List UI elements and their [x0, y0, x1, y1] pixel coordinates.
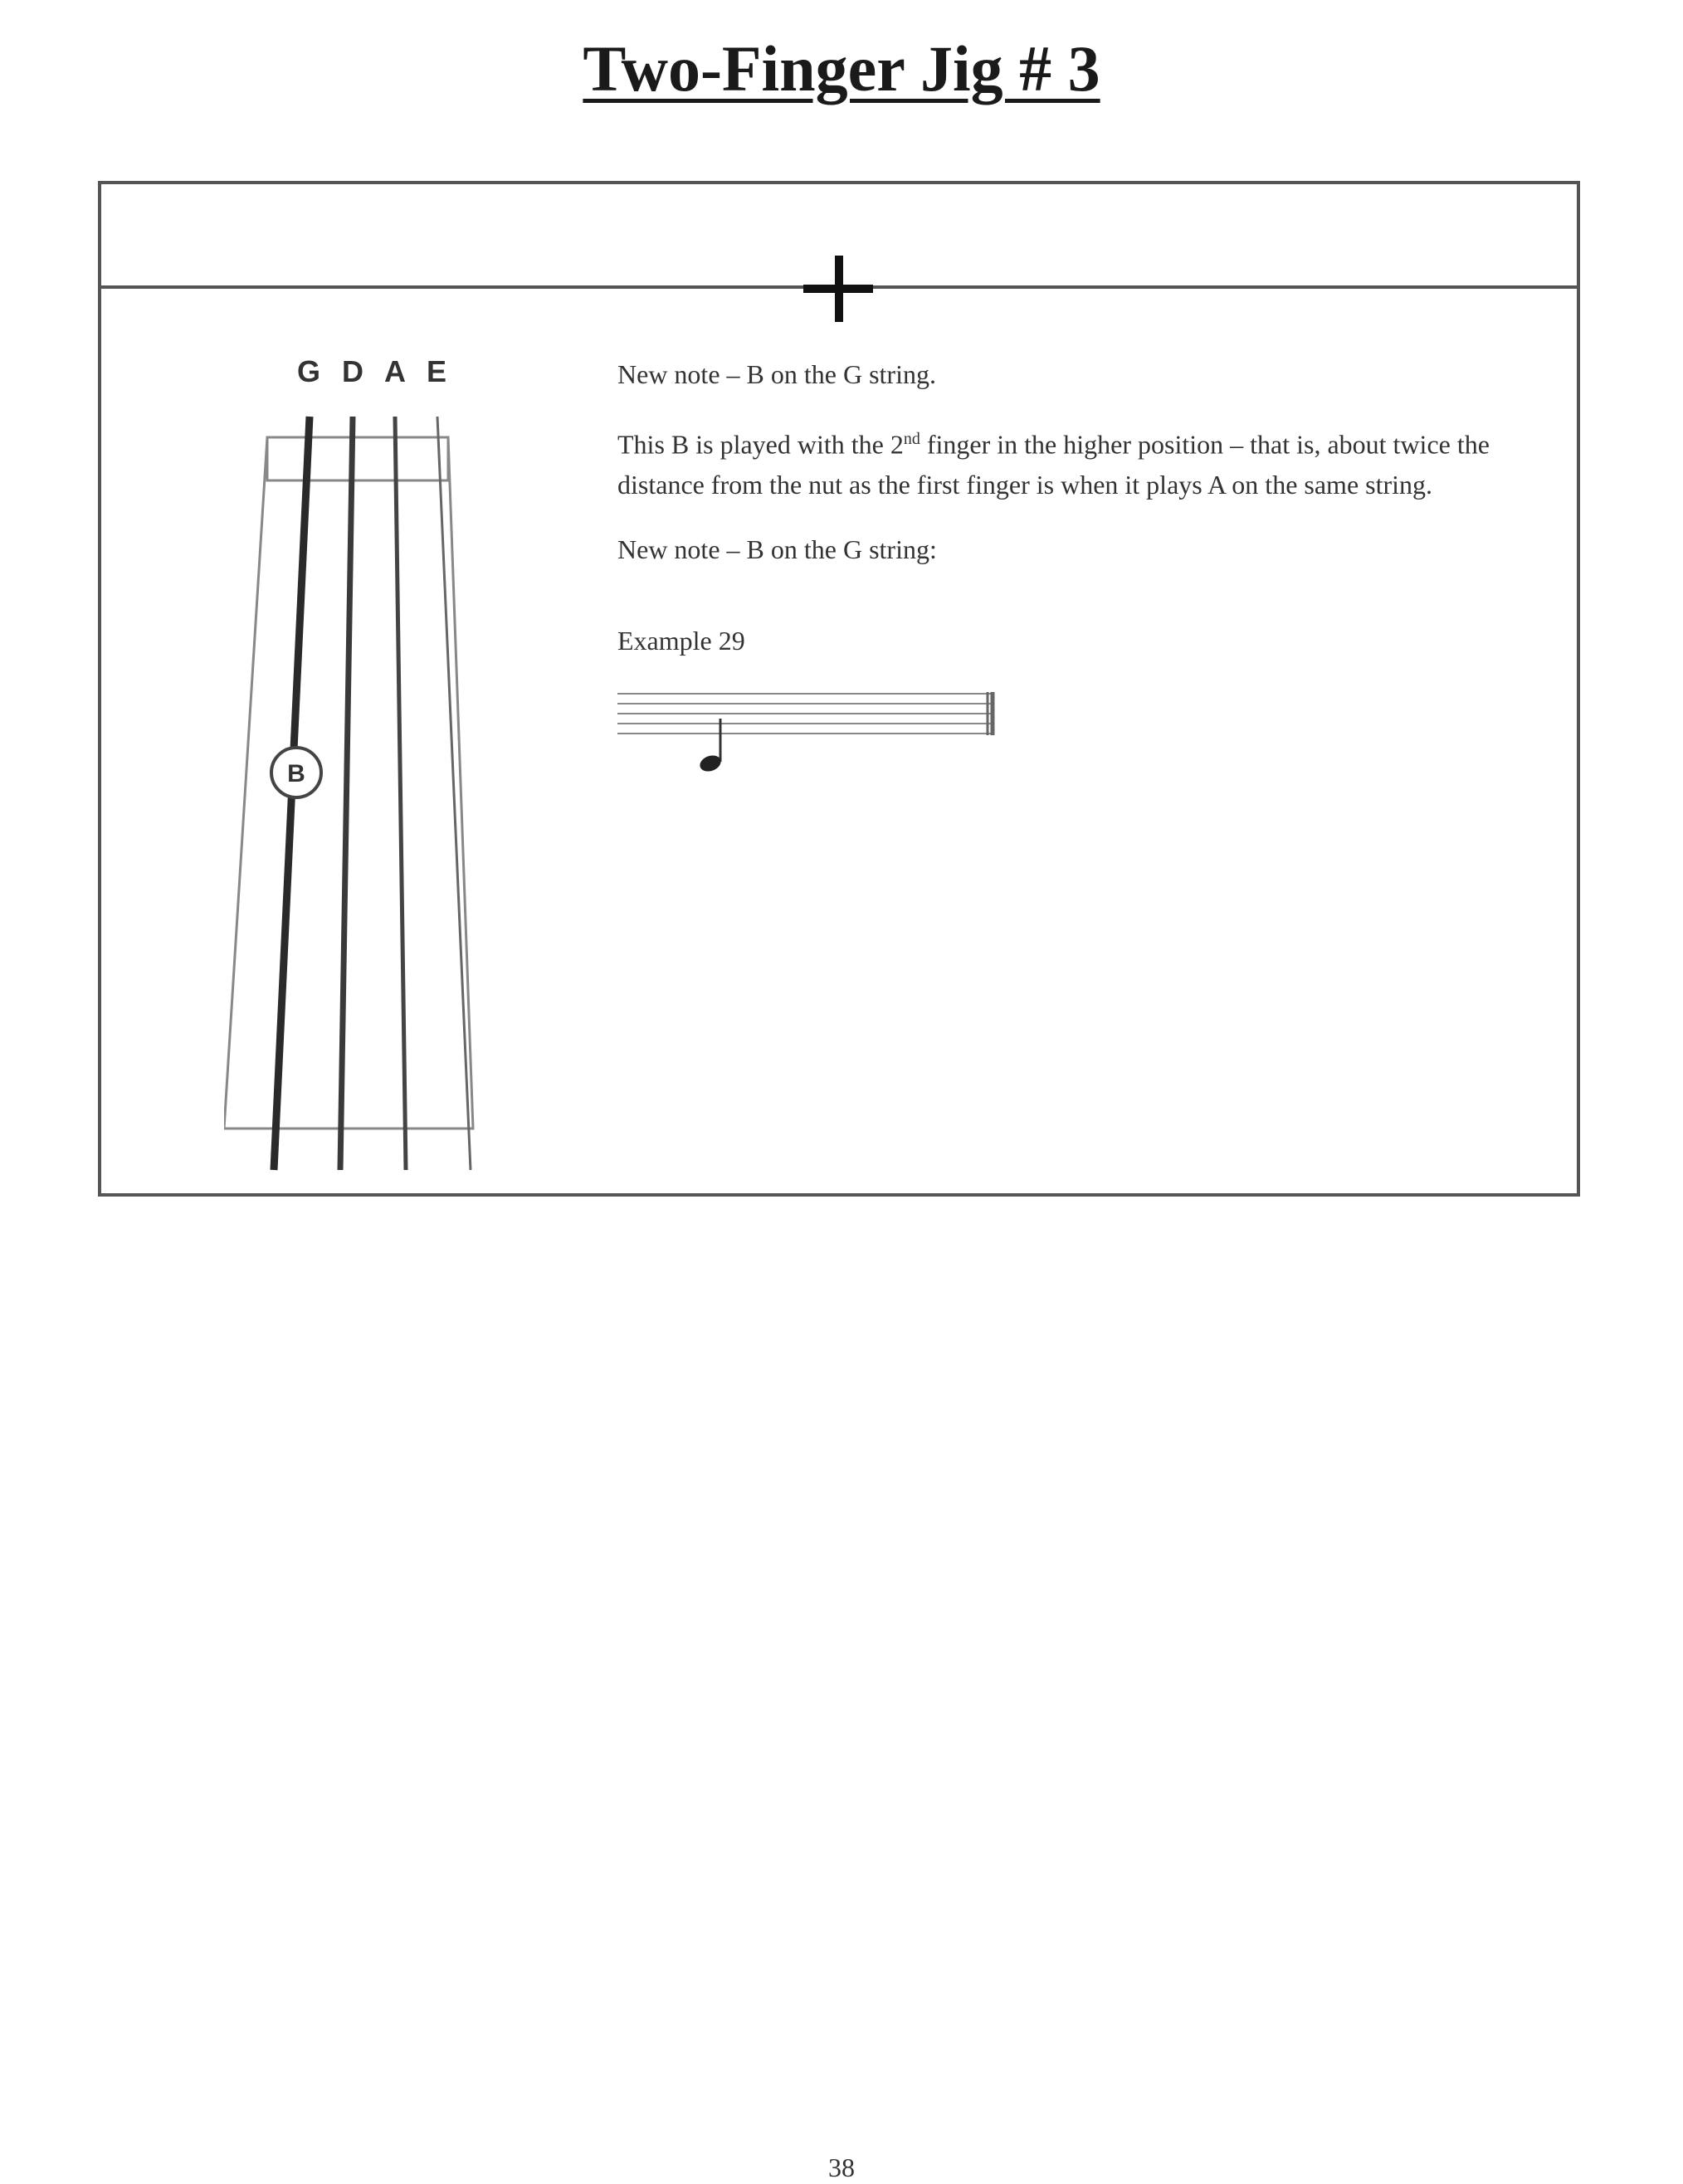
example-label: Example 29: [617, 625, 745, 656]
string-label-a: A: [384, 354, 406, 388]
lesson-text: [617, 354, 1547, 785]
fingerboard-diagram: [224, 342, 515, 1172]
string-d: [340, 417, 353, 1170]
page-number: 38: [828, 2152, 855, 2182]
string-e: [437, 417, 471, 1170]
ordinal-suffix: nd: [903, 430, 920, 448]
string-label-g: G: [296, 354, 321, 388]
string-label-e: E: [426, 354, 447, 388]
page-title: Two-Finger Jig # 3: [583, 32, 1100, 105]
note-b-label: B: [287, 760, 305, 787]
new-note-line-2: New note – B on the G string:: [617, 534, 937, 564]
string-a: [395, 417, 406, 1170]
nut: [267, 437, 448, 480]
new-note-line: New note – B on the G string.: [617, 359, 936, 389]
crosshair-icon-bar: [803, 285, 873, 293]
lesson-paragraph: This B is played with the 2nd finger in the higher position – that is, about twice the distance from the nut as the first finger is when it plays A on the same string.: [617, 429, 1490, 500]
music-staff: [617, 685, 1007, 785]
string-label-d: D: [342, 354, 363, 388]
lesson-box: [98, 181, 1580, 1197]
